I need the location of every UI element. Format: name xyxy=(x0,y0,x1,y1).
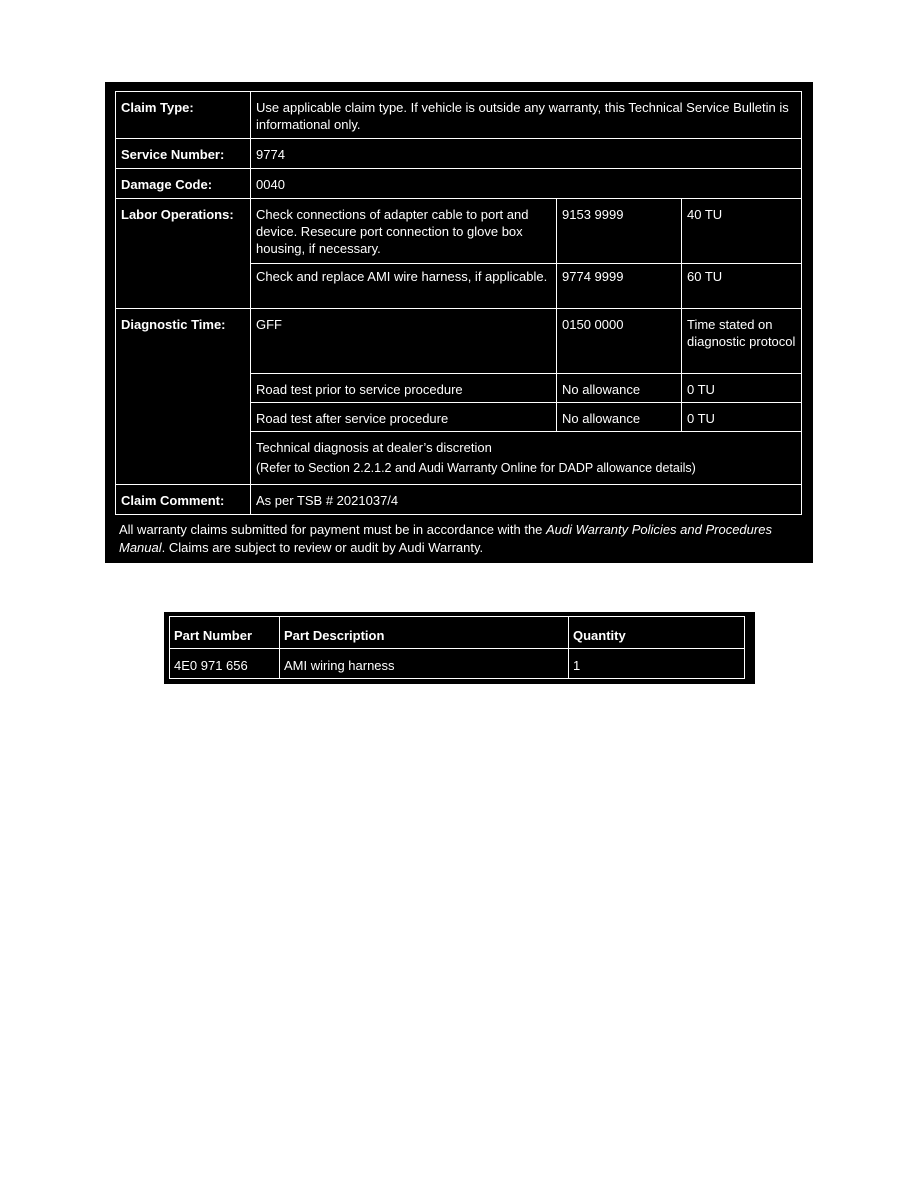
claim-type-row xyxy=(116,92,802,139)
labor-op-description: Check and replace AMI wire harness, if applicable. xyxy=(251,264,557,309)
labor-operations-label: Labor Operations: xyxy=(116,199,251,309)
labor-op-code: 9153 9999 xyxy=(557,199,682,264)
diagnostic-row xyxy=(116,309,802,374)
part-description-header: Part Description xyxy=(280,617,569,649)
part-description-cell: AMI wiring harness xyxy=(280,649,569,679)
diagnostic-time: Time stated on diagnostic protocol xyxy=(682,309,802,374)
quantity-cell: 1 xyxy=(569,649,745,679)
quantity-header: Quantity xyxy=(569,617,745,649)
diagnostic-time: 0 TU xyxy=(682,403,802,432)
diagnostic-time: 0 TU xyxy=(682,374,802,403)
claim-comment-row xyxy=(116,485,802,515)
warranty-claim-panel xyxy=(105,82,813,563)
service-number-row xyxy=(116,139,802,169)
claim-table xyxy=(115,91,802,515)
table-row xyxy=(170,649,745,679)
damage-code-label: Damage Code: xyxy=(116,169,251,199)
diagnostic-description: Road test after service procedure xyxy=(251,403,557,432)
labor-op-description: Check connections of adapter cable to port and device. Resecure port connection to glove box housing, if necessary. xyxy=(251,199,557,264)
damage-code-value: 0040 xyxy=(251,169,802,199)
damage-code-row xyxy=(116,169,802,199)
claim-type-label: Claim Type: xyxy=(116,92,251,139)
diagnostic-note-line1: Technical diagnosis at dealer’s discretion xyxy=(256,440,492,455)
parts-panel xyxy=(164,612,755,684)
service-number-value: 9774 xyxy=(251,139,802,169)
footer-note-text: All warranty claims submitted for payment must be in accordance with the xyxy=(119,522,547,537)
manual-title: Audi Warranty Policies and Procedures Manual xyxy=(119,522,772,555)
diagnostic-code: No allowance xyxy=(557,374,682,403)
diagnostic-note xyxy=(251,432,802,485)
parts-table xyxy=(169,616,745,679)
diagnostic-description: GFF xyxy=(251,309,557,374)
diagnostic-code: 0150 0000 xyxy=(557,309,682,374)
claim-type-value: Use applicable claim type. If vehicle is outside any warranty, this Technical Service Bulletin is informational only. xyxy=(251,92,802,139)
claim-comment-label: Claim Comment: xyxy=(116,485,251,515)
labor-op-time: 40 TU xyxy=(682,199,802,264)
labor-op-time: 60 TU xyxy=(682,264,802,309)
diagnostic-description: Road test prior to service procedure xyxy=(251,374,557,403)
part-number-cell: 4E0 971 656 xyxy=(170,649,280,679)
service-number-label: Service Number: xyxy=(116,139,251,169)
diagnostic-code: No allowance xyxy=(557,403,682,432)
diagnostic-time-label: Diagnostic Time: xyxy=(116,309,251,485)
footer-note-text-end: . Claims are subject to review or audit by Audi Warranty. xyxy=(161,539,484,555)
labor-op-code: 9774 9999 xyxy=(557,264,682,309)
diagnostic-note-line2: (Refer to Section 2.2.1.2 and Audi Warranty Online for DADP allowance details) xyxy=(256,461,696,475)
labor-operation-row xyxy=(116,199,802,264)
part-number-header: Part Number xyxy=(170,617,280,649)
warranty-footer-note xyxy=(119,521,809,556)
claim-comment-value: As per TSB # 2021037/4 xyxy=(251,485,802,515)
parts-header-row xyxy=(170,617,745,649)
